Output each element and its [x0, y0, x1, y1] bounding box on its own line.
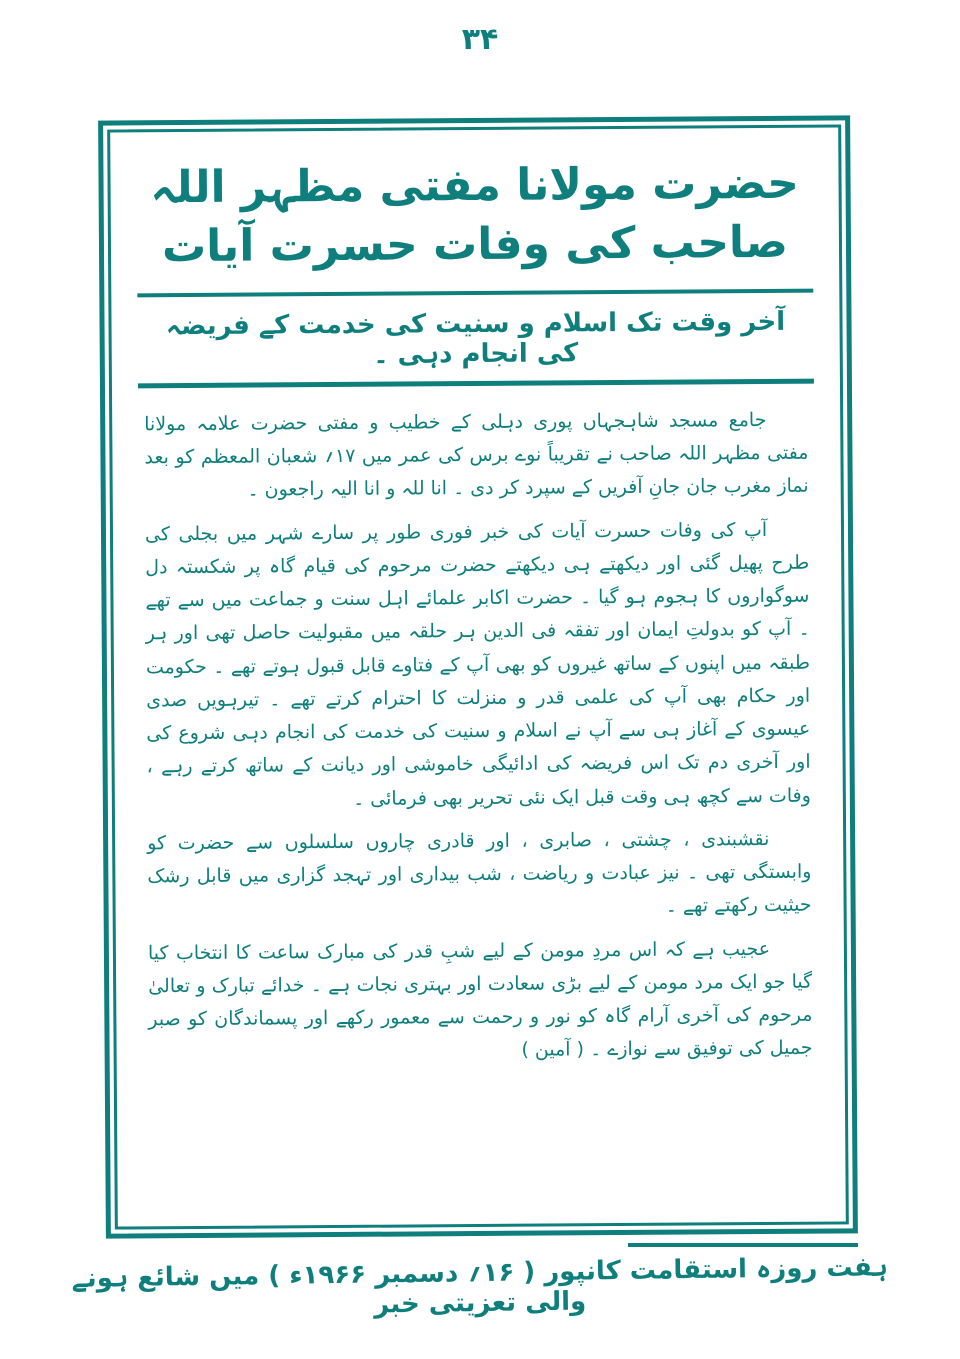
headline: حضرت مولانا مفتی مظہر اللہ صاحب کی وفات حسرت آیات: [136, 128, 813, 297]
article-body: [138, 383, 819, 1069]
body-paragraph: آپ کی وفات حسرت آیات کی خبر فوری طور پر سارے شہر میں بجلی کی طرح پھیل گئی اور دیکھتے ہی دیکھتے حضرت مرحوم کی قیام گاہ پر شکستہ دل سوگواروں کا ہجوم ہو گیا ۔ حضرت اکابر علمائے اہل سنت و جماعت میں سے تھے ۔ آپ کو بدولتِ ایمان اور تفقہ فی الدین ہر حلقہ میں مقبولیت حاصل تھی اور ہر طبقہ میں اپنوں کے ساتھ غیروں کو بھی آپ کے فتاوے قابل قبول ہوتے تھے ۔ حکومت اور حکام بھی آپ کی علمی قدر و منزلت کا احترام کرتے تھے ۔ تیرہویں صدی عیسوی کے آغاز ہی سے آپ نے اسلام و سنیت کی خدمت کی انجام دہی شروع کی اور آخری دم تک اس فریضہ کی ادائیگی خاموشی اور دیانت کے ساتھ کرتے رہے ، وفات سے کچھ ہی وقت قبل ایک نئی تحریر بھی فرمائی ۔: [144, 518, 811, 810]
body-paragraph: جامع مسجد شاہجہاں پوری دہلی کے خطیب و مفتی حضرت علامہ مولانا مفتی مظہر اللہ صاحب نے تقریباً نوے برس کی عمر میں ۱۷؍ شعبان المعظم کو بعد نماز مغرب جان جانِ آفریں کے سپرد کر دی ۔ انا للہ و انا الیہ راجعون ۔: [144, 408, 809, 501]
body-paragraph: نقشبندی ، چشتی ، صابری ، اور قادری چاروں سلسلوں سے حضرت کو وابستگی تھی ۔ نیز عبادت و ریاضت ، شب بیداری اور تہجد گزاری میں قابل رشک حیثیت رکھتے تھے ۔: [147, 827, 812, 917]
caption: ہفت روزہ استقامت کانپور ( ۱۶؍ دسمبر ۱۹۶۶ء ) میں شائع ہونے والی تعزیتی خبر: [71, 1252, 889, 1320]
page-number: ۳۴: [461, 22, 499, 57]
subheadline: آخر وقت تک اسلام و سنیت کی خدمت کے فریضہ کی انجام دہی ۔: [137, 292, 814, 388]
news-clipping-box: [98, 115, 858, 1238]
caption-overline: [628, 1243, 858, 1247]
news-clipping-inner-border: [107, 124, 849, 1229]
body-paragraph: عجیب ہے کہ اس مردِ مومن کے لیے شبِ قدر کی مبارک ساعت کا انتخاب کیا گیا جو ایک مرد مومن کے لیے بڑی سعادت اور بہتری نجات ہے ۔ خدائے تبارک و تعالیٰ مرحوم کی آخری آرام گاہ کو نور و رحمت سے معمور رکھے اور پسماندگان کو صبر جمیل کی توفیق سے نوازے ۔ ( آمین ): [147, 937, 813, 1061]
